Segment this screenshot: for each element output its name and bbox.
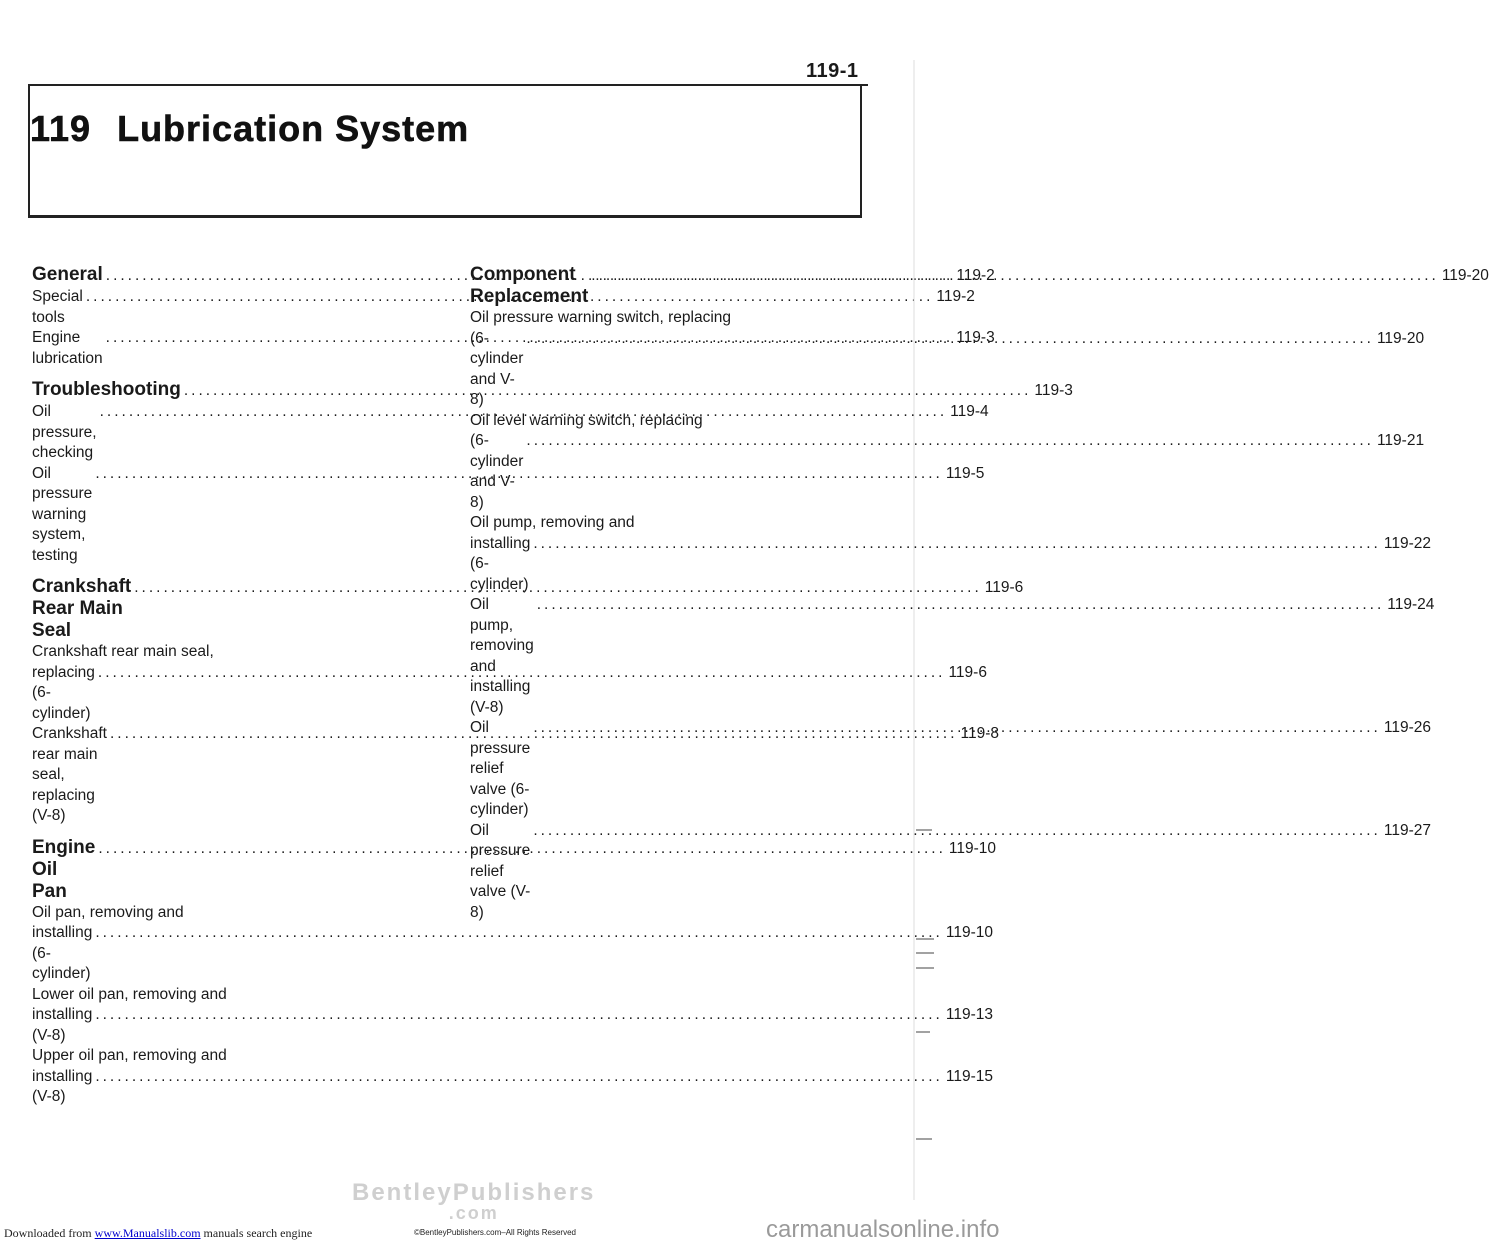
toc-entry-line1: Oil level warning switch, replacing	[470, 411, 703, 429]
toc-entry-text: installing (V-8)	[32, 1006, 93, 1044]
toc-page-number: 119-21	[1376, 432, 1425, 449]
toc-entry-text: Oil pressure warning system, testing	[32, 464, 93, 564]
toc-section-heading	[32, 379, 1073, 402]
toc-entry-text: Engine Oil Pan	[32, 836, 96, 902]
toc-entry-text: General	[32, 264, 103, 285]
toc-entry-text: Special tools	[32, 288, 83, 326]
toc-page-number: 119-20	[1441, 267, 1489, 284]
toc-page-number: 119-22	[1383, 534, 1431, 552]
toc-page-number: 119-20	[1376, 329, 1425, 347]
toc-leader-dots	[591, 265, 1439, 287]
page-number: 119-1	[806, 60, 859, 82]
toc-page-number: 119-15	[945, 1067, 993, 1085]
toc-entry-text: Crankshaft Rear Main Seal	[32, 576, 132, 641]
toc-entry-line1: Oil pump, removing and	[470, 514, 635, 531]
toc-page-number: 119-10	[945, 924, 993, 941]
toc-entry-text: Crankshaft rear main seal, replacing (V-8)	[32, 725, 107, 824]
toc-page-number: 119-6	[948, 663, 987, 681]
toc-leader-dots	[95, 1005, 943, 1026]
toc-entry	[32, 1067, 993, 1108]
margin-registration-marks	[910, 0, 960, 1242]
watermark-line1: BentleyPublishers	[352, 1179, 596, 1206]
toc-page-number: 119-5	[945, 464, 985, 482]
download-notice	[4, 1226, 312, 1241]
chapter-number: 119	[30, 108, 92, 149]
toc-entry-text: (6-cylinder and V-8)	[470, 432, 524, 511]
toc-page-number: 119-2	[936, 288, 975, 305]
toc-entry-line1: Upper oil pan, removing and	[32, 1047, 227, 1064]
toc-entry-text: Troubleshooting	[32, 379, 181, 400]
toc-page-number: 119-3	[1034, 382, 1073, 399]
toc-entry-text: installing (6-cylinder)	[470, 534, 531, 593]
toc-page-number: 119-24	[1387, 596, 1435, 613]
toc-entry-text: Component Replacement	[470, 264, 589, 307]
toc-section-heading	[470, 264, 1489, 308]
toc-entry	[32, 663, 987, 725]
toc-page-number: 119-8	[960, 725, 999, 742]
download-suffix: manuals search engine	[200, 1226, 313, 1240]
watermark-line2: .com	[448, 1203, 499, 1223]
toc-page-number: 119-27	[1383, 821, 1431, 839]
site-watermark: carmanualsonline.info	[766, 1216, 1000, 1243]
chapter-title-text: Lubrication System	[117, 108, 470, 149]
toc-entry-text: Oil pressure, checking	[32, 403, 97, 461]
toc-entry-line1: Lower oil pan, removing and	[32, 985, 227, 1003]
toc-page-number: 119-2	[956, 267, 995, 284]
chapter-title	[30, 108, 469, 150]
toc-entry	[32, 1005, 993, 1046]
toc-entry	[32, 923, 993, 985]
toc-entry-text: Oil pressure relief valve (V-8)	[470, 821, 531, 921]
toc-entry-text: installing (V-8)	[32, 1067, 93, 1105]
publisher-watermark	[352, 1179, 596, 1223]
download-prefix: Downloaded from	[4, 1226, 95, 1240]
toc-page-number: 119-3	[956, 329, 995, 346]
toc-entry-text: (6-cylinder and V-8)	[470, 329, 524, 408]
toc-entry-text: replacing (6-cylinder)	[32, 663, 95, 722]
toc-entry-text: Oil pump, removing and installing (V-8)	[470, 596, 534, 716]
toc-leader-dots	[95, 1067, 943, 1088]
toc-entry-line1: Oil pressure warning switch, replacing	[470, 309, 732, 326]
toc-page-number: 119-10	[948, 839, 997, 857]
toc-page-number: 119-4	[950, 403, 989, 420]
title-box	[28, 84, 862, 218]
toc-entry-line1: Oil pan, removing and	[32, 903, 184, 921]
toc-leader-dots	[95, 923, 943, 944]
toc-leader-dots	[537, 595, 1385, 616]
toc-section-heading	[32, 576, 1024, 642]
toc-entry-text: Engine lubrication	[32, 329, 103, 367]
toc-page-number: 119-26	[1383, 719, 1431, 736]
toc-entry-line1: Crankshaft rear main seal,	[32, 643, 214, 660]
toc-entry-text: Oil pressure relief valve (6-cylinder)	[470, 719, 531, 818]
toc-entry-text: installing (6-cylinder)	[32, 924, 93, 982]
toc-page-number: 119-13	[945, 1006, 993, 1023]
toc-page-number: 119-6	[984, 579, 1024, 596]
copyright-notice: ©BentleyPublishers.com–All Rights Reserved	[414, 1228, 576, 1237]
manualslib-link[interactable]: www.Manualslib.com	[94, 1226, 201, 1240]
